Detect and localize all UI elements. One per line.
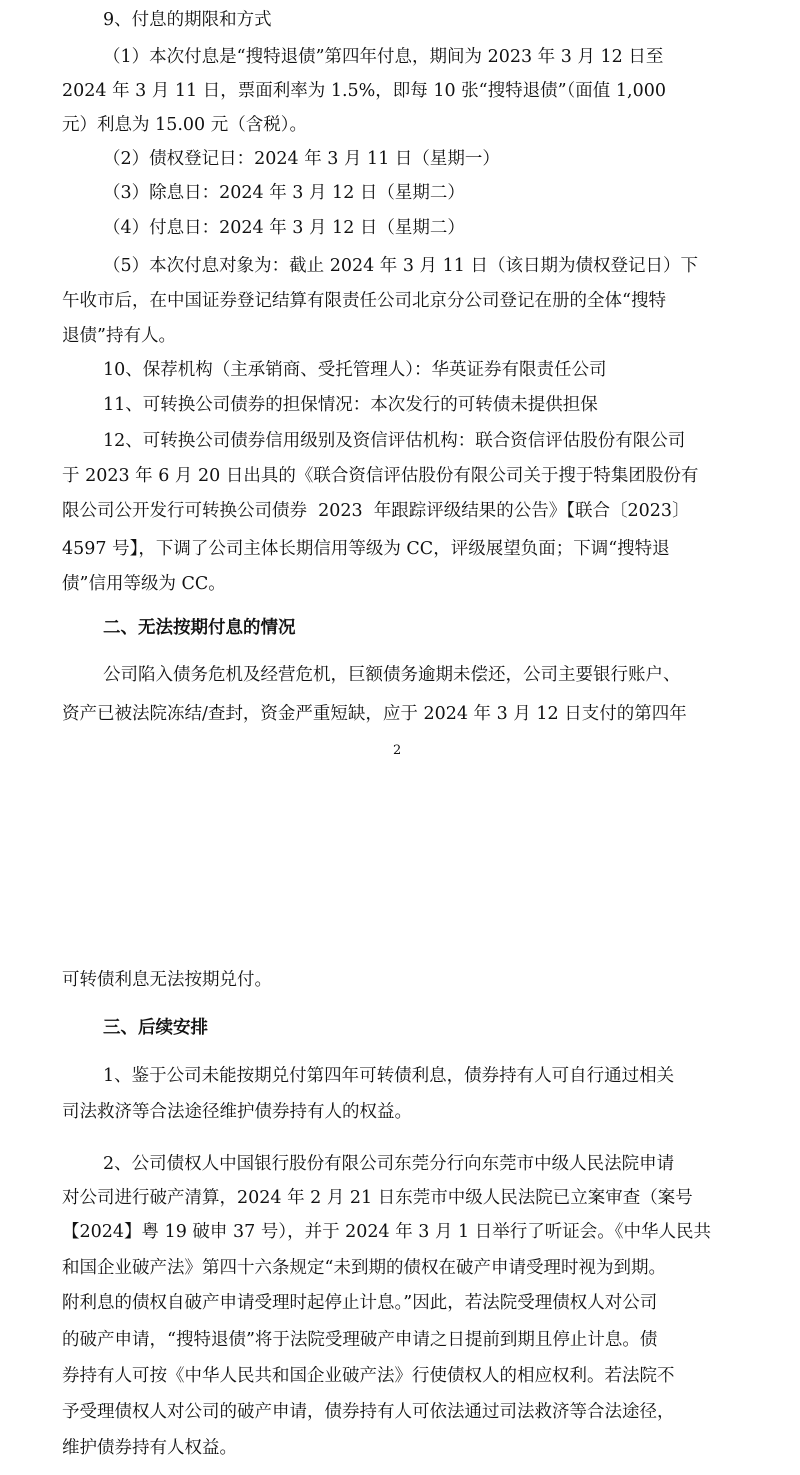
arrangement2-line: 券持有人可按《中华人民共和国企业破产法》行使债权人的相应权利。若法院不 (62, 1366, 675, 1386)
item9-sub1-line: 元）利息为 15.00 元（含税）。 (62, 115, 307, 135)
arrangement1-line: 司法救济等合法途径维护债券持有人的权益。 (62, 1102, 412, 1122)
arrangement2-line: 予受理债权人对公司的破产申请，债券持有人可依法通过司法救济等合法途径， (62, 1402, 675, 1422)
item9-sub4: （4）付息日：2024 年 3 月 12 日（星期二） (103, 218, 465, 238)
section2-heading: 二、无法按期付息的情况 (103, 618, 296, 638)
item12-line: 4597 号】，下调了公司主体长期信用等级为 CC，评级展望负面；下调“搜特退 (62, 539, 670, 559)
section2-para-line: 资产已被法院冻结/查封，资金严重短缺，应于 2024 年 3 月 12 日支付的第四年 (62, 704, 687, 724)
item9-title: 9、付息的期限和方式 (103, 10, 272, 30)
item12-line: 于 2023 年 6 月 20 日出具的《联合资信评估股份有限公司关于搜于特集团股份有 (62, 466, 699, 486)
arrangement2-line: 2、公司债权人中国银行股份有限公司东莞分行向东莞市中级人民法院申请 (103, 1154, 675, 1174)
item9-sub2: （2）债权登记日：2024 年 3 月 11 日（星期一） (103, 149, 500, 169)
arrangement2-line: 附利息的债权自破产申请受理时起停止计息。”因此，若法院受理债权人对公司 (62, 1293, 658, 1313)
item9-sub5-line: （5）本次付息对象为：截止 2024 年 3 月 11 日（该日期为债权登记日）下 (103, 256, 698, 276)
section2-para-line: 公司陷入债务危机及经营危机，巨额债务逾期未偿还，公司主要银行账户、 (103, 665, 681, 685)
item9-sub1-line: 2024 年 3 月 11 日，票面利率为 1.5%，即每 10 张“搜特退债”（面值 1,000 (62, 81, 666, 101)
arrangement2-line: 的破产申请，“搜特退债”将于法院受理破产申请之日提前到期且停止计息。债 (62, 1330, 658, 1350)
section3-heading: 三、后续安排 (103, 1018, 208, 1038)
item12-line: 12、可转换公司债券信用级别及资信评估机构：联合资信评估股份有限公司 (103, 431, 686, 451)
item12-line: 债”信用等级为 CC。 (62, 574, 226, 594)
arrangement1-line: 1、鉴于公司未能按期兑付第四年可转债利息，债券持有人可自行通过相关 (103, 1066, 675, 1086)
section2-continuation: 可转债利息无法按期兑付。 (62, 970, 272, 990)
item9-sub5-line: 退债”持有人。 (62, 326, 176, 346)
item9-sub3: （3）除息日：2024 年 3 月 12 日（星期二） (103, 183, 465, 203)
item9-sub1-line: （1）本次付息是“搜特退债”第四年付息，期间为 2023 年 3 月 12 日至 (103, 47, 664, 67)
item11: 11、可转换公司债券的担保情况：本次发行的可转债未提供担保 (103, 395, 598, 415)
item10: 10、保荐机构（主承销商、受托管理人）：华英证券有限责任公司 (103, 360, 607, 380)
arrangement2-line: 对公司进行破产清算，2024 年 2 月 21 日东莞市中级人民法院已立案审查（案号 (62, 1188, 693, 1208)
arrangement2-line: 维护债券持有人权益。 (62, 1438, 237, 1458)
item9-sub5-line: 午收市后，在中国证券登记结算有限责任公司北京分公司登记在册的全体“搜特 (62, 291, 666, 311)
arrangement2-line: 和国企业破产法》第四十六条规定“未到期的债权在破产申请受理时视为到期。 (62, 1258, 666, 1278)
item12-line: 限公司公开发行可转换公司债券 2023 年跟踪评级结果的公告》【联合〔2023〕 (62, 501, 690, 521)
arrangement2-line: 【2024】粤 19 破申 37 号），并于 2024 年 3 月 1 日举行了听证会。《中华人民共 (62, 1222, 712, 1242)
page-number: 2 (393, 743, 402, 758)
